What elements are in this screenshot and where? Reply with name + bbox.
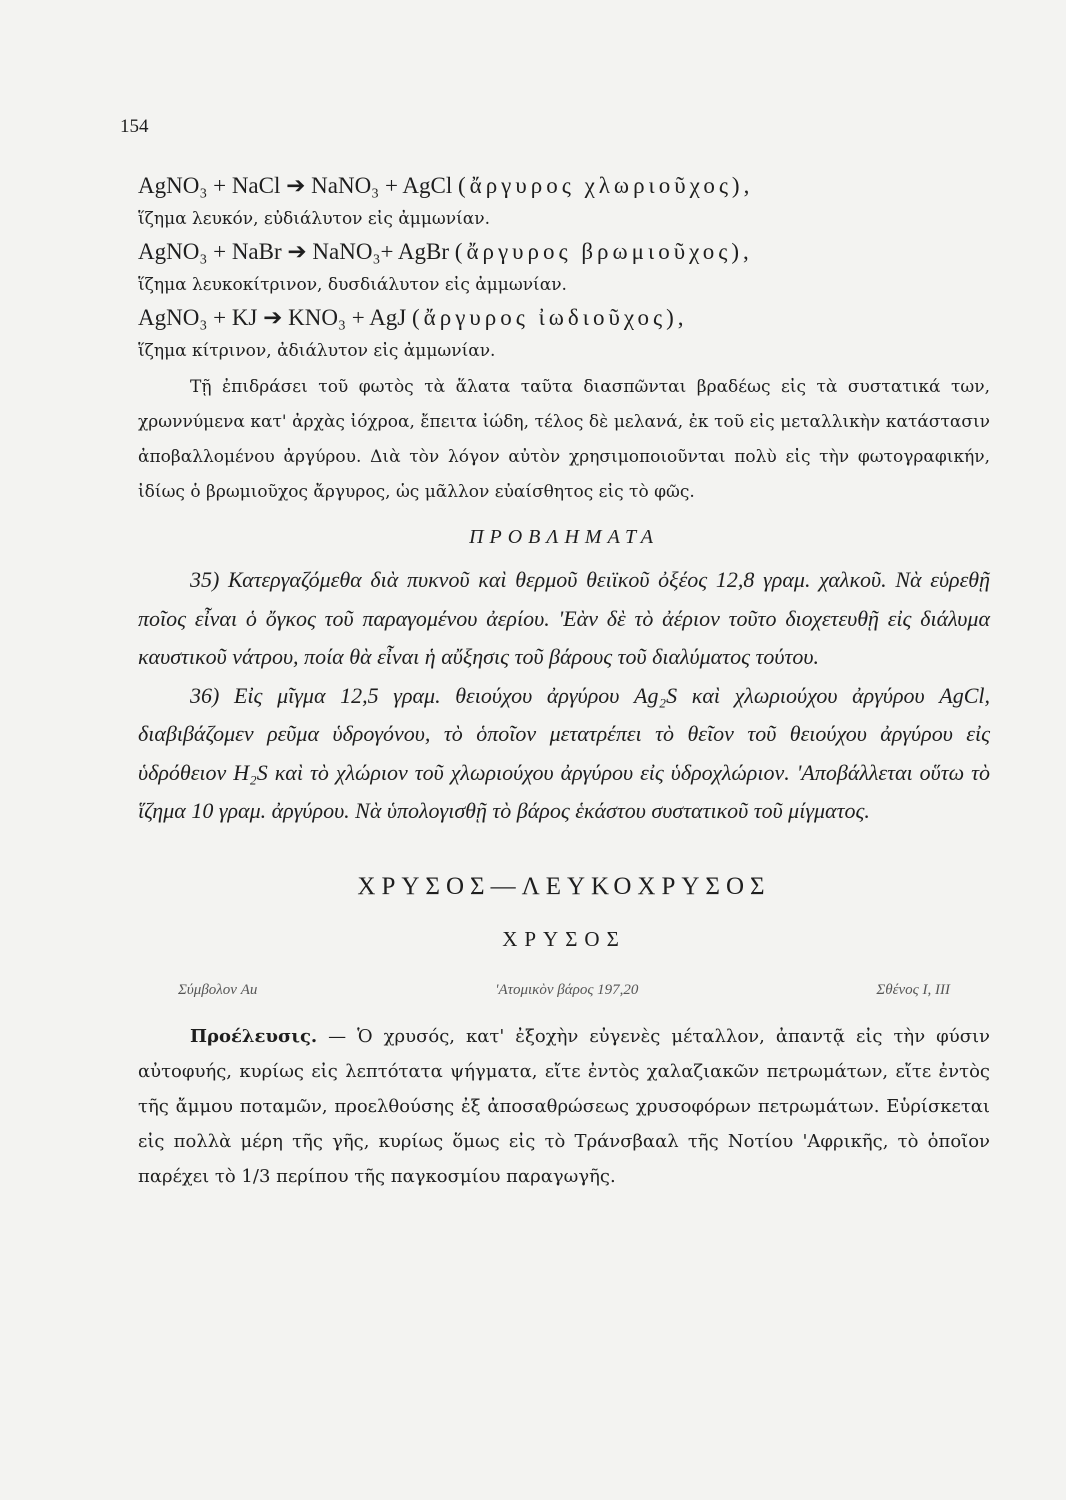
page-content: [138, 170, 990, 1194]
element-symbol: Σύμβολον Au: [178, 981, 258, 998]
reaction-3: [138, 302, 990, 368]
reaction-formula: AgNO₃ + KJ ➔ KNO₃ + AgJ: [138, 305, 407, 330]
precipitate-note: ἵζημα λευκόν, εὐδιάλυτον εἰς ἀμμωνίαν.: [138, 209, 490, 229]
reaction-formula: AgNO₃ + NaBr ➔ NaNO₃+ AgBr: [138, 239, 450, 264]
reaction-2: [138, 236, 990, 302]
section-subtitle: ΧΡΥΣΟΣ: [502, 926, 626, 951]
product-name: (ἄργυρος βρωμιοῦχος),: [454, 239, 753, 264]
precipitate-note: ἵζημα λευκοκίτρινον, δυσδιάλυτον εἰς ἀμμωνίαν.: [138, 275, 567, 295]
section-title: ΧΡΥΣΟΣ—ΛΕΥΚΟΧΡΥΣΟΣ: [357, 872, 771, 900]
product-name: (ἄργυρος χλωριοῦχος),: [458, 173, 754, 198]
origin-paragraph: [138, 1019, 990, 1194]
light-effect-paragraph: Τῇ ἐπιδράσει τοῦ φωτὸς τὰ ἅλατα ταῦτα διασπῶνται βραδέως εἰς τὰ συστατικά των, χρωννύμενα κατ' ἀρχὰς ἰόχροα, ἔπειτα ἰώδη, τέλος δὲ μελανά, ἐκ τοῦ εἰς μεταλλικὴν κατάστασιν ἀποβαλλομένου ἀργύρου. Διὰ τὸν λόγον αὐτὸν χρησιμοποιοῦνται πολὺ εἰς τὴν φωτογραφικήν, ἰδίως ὁ βρωμιοῦχος ἄργυρος, ὡς μᾶλλον εὐαίσθητος εἰς τὸ φῶς.: [138, 377, 990, 502]
valence: Σθένος I, III: [876, 981, 950, 998]
page-number: 154: [120, 116, 149, 137]
origin-text: — Ὁ χρυσός, κατ' ἐξοχὴν εὐγενὲς μέταλλον, ἀπαντᾷ εἰς τὴν φύσιν αὐτοφυής, κυρίως εἰς λεπτότατα ψήγματα, εἴτε ἐντὸς χαλαζιακῶν πετρωμάτων, εἴτε ἐντὸς τῆς ἄμμου ποταμῶν, προελθούσης ἐξ ἀποσαθρώσεως χρυσοφόρων πετρωμάτων. Εὑρίσκεται εἰς πολλὰ μέρη τῆς γῆς, κυρίως ὅμως εἰς τὸ Τράνσβααλ τῆς Νοτίου 'Αφρικῆς, τὸ ὁποῖον παρέχει τὸ 1/3 περίπου τῆς παγκοσμίου παραγωγῆς.: [138, 1025, 990, 1187]
precipitate-note: ἵζημα κίτρινον, ἀδιάλυτον εἰς ἀμμωνίαν.: [138, 341, 496, 361]
product-name: (ἄργυρος ἰωδιοῦχος),: [412, 305, 688, 330]
problems-heading: ΠΡΟΒΛΗΜΑΤΑ: [469, 526, 659, 548]
element-info-row: [138, 982, 990, 999]
origin-label: Προέλευσις.: [190, 1025, 318, 1047]
problem-35: 35) Κατεργαζόμεθα διὰ πυκνοῦ καὶ θερμοῦ θειϊκοῦ ὀξέος 12,8 γραμ. χαλκοῦ. Νὰ εὑρεθῇ ποῖος εἶναι ὁ ὄγκος τοῦ παραγομένου ἀερίου. 'Εὰν δὲ τὸ ἀέριον τοῦτο διοχετευθῇ εἰς διάλυμα καυστικοῦ νάτρου, ποία θὰ εἶναι ἡ αὔξησις τοῦ βάρους τοῦ διαλύματος τούτου.: [138, 567, 990, 669]
reaction-formula: AgNO₃ + NaCl ➔ NaNO₃ + AgCl: [138, 173, 453, 198]
reaction-1: [138, 170, 990, 236]
atomic-weight: 'Ατομικὸν βάρος 197,20: [495, 981, 639, 998]
problem-36: 36) Εἰς μῖγμα 12,5 γραμ. θειούχου ἀργύρου Ag₂S καὶ χλωριούχου ἀργύρου AgCl, διαβιβάζομεν ρεῦμα ὑδρογόνου, τὸ ὁποῖον μετατρέπει τὸ θεῖον τοῦ θειούχου ἀργύρου εἰς ὑδρόθειον H₂S καὶ τὸ χλώριον τοῦ χλωριούχου ἀργύρου εἰς ὑδροχλώριον. 'Αποβάλλεται οὕτω τὸ ἵζημα 10 γραμ. ἀργύρου. Νὰ ὑπολογισθῇ τὸ βάρος ἑκάστου συστατικοῦ τοῦ μίγματος.: [138, 682, 990, 823]
